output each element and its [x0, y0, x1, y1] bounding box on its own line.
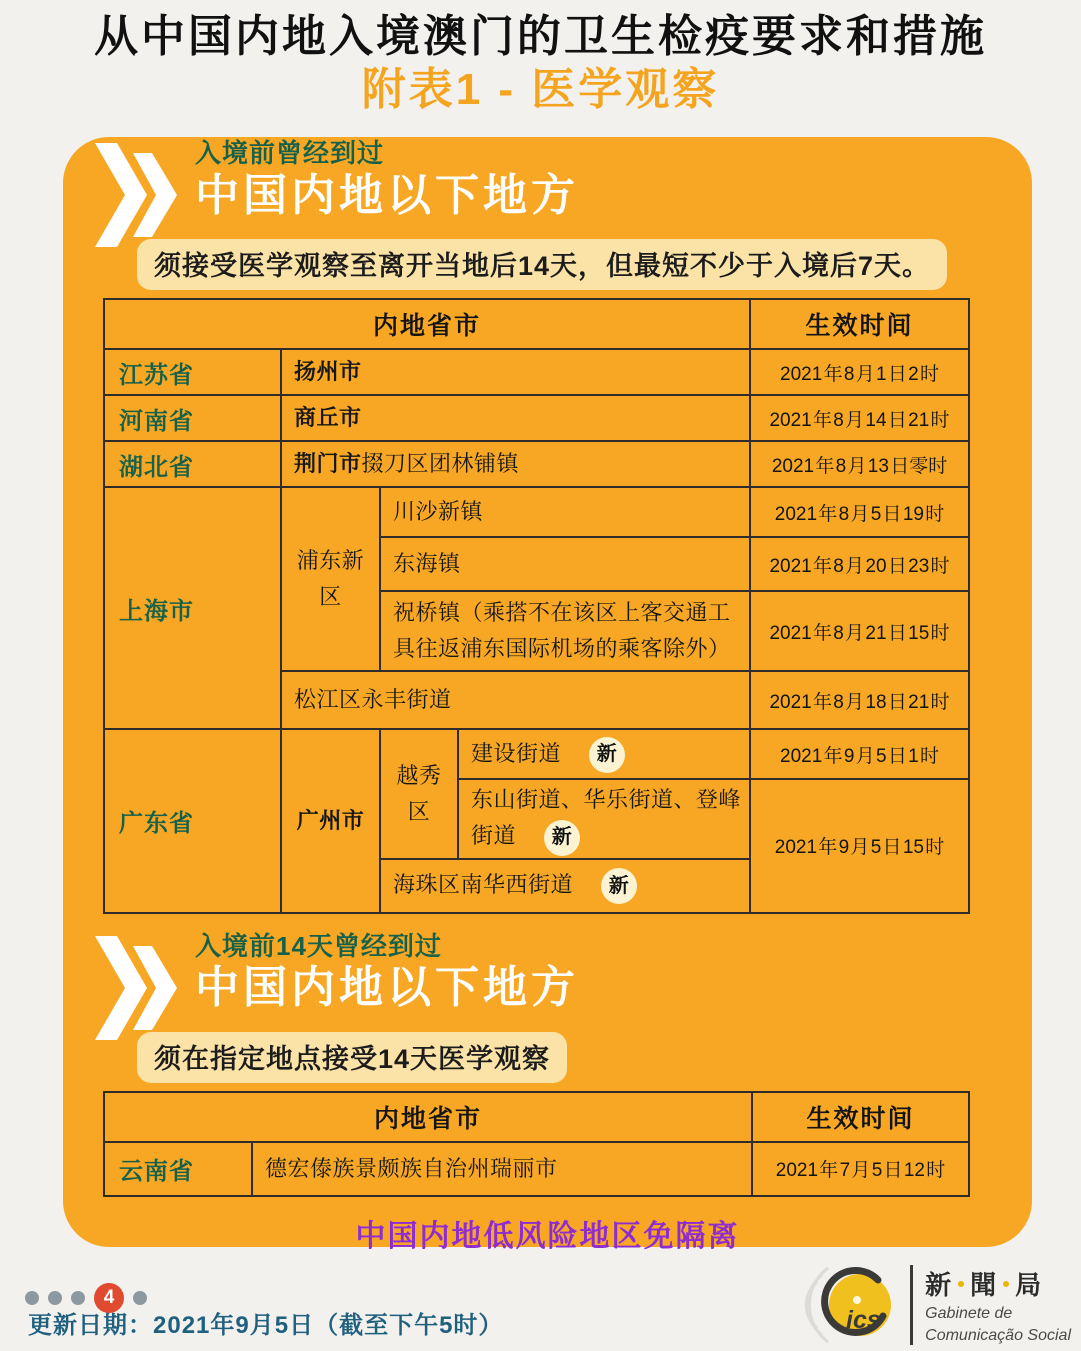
- section1-note: 须接受医学观察至离开当地后14天，但最短不少于入境后7天。: [137, 239, 947, 290]
- province-cell: 广东省: [104, 729, 281, 912]
- section2-header: [95, 930, 1032, 1026]
- medical-observation-table-2: [103, 1091, 970, 1197]
- section2-marker: 入境前14天曾经到过: [195, 930, 442, 961]
- pagination-dot: [133, 1291, 147, 1305]
- time-cell: 2021 年 8 月 18 日 21 时: [750, 671, 969, 729]
- time-cell: 2021 年 8 月 13 日零时: [750, 441, 969, 487]
- province-cell: 上海市: [104, 487, 281, 729]
- district-cell: 浦东新区: [281, 487, 380, 671]
- pagination-dot: [71, 1291, 85, 1305]
- time-cell: 2021 年 8 月 14 日 21 时: [750, 395, 969, 441]
- place-cell: 荆门市掇刀区团林铺镇: [281, 441, 750, 487]
- pagination-dot: [48, 1291, 62, 1305]
- section1-heading: 中国内地以下地方: [195, 170, 579, 220]
- double-chevron-icon: [95, 143, 181, 247]
- place-cell: 东山街道、华乐街道、登峰街道 新: [458, 779, 750, 858]
- province-cell: 湖北省: [104, 441, 281, 487]
- table-row: [104, 1142, 969, 1196]
- table-row: [104, 395, 969, 441]
- col-header-region: 内地省市: [104, 299, 750, 349]
- logo-dot: [1003, 1281, 1009, 1287]
- table-row: [104, 441, 969, 487]
- medical-observation-table-1: [103, 298, 970, 913]
- section2-note: 须在指定地点接受14天医学观察: [137, 1032, 567, 1083]
- new-badge: 新: [544, 820, 580, 856]
- pagination-dot: [25, 1291, 39, 1305]
- section1-marker: 入境前曾经到过: [195, 138, 385, 169]
- svg-text:ics: ics: [846, 1306, 881, 1334]
- place-cell: 川沙新镇: [380, 487, 750, 537]
- time-cell: 2021 年 9 月 5 日 1 时: [750, 729, 969, 779]
- section1-header: [95, 137, 1032, 233]
- double-chevron-icon: [95, 936, 181, 1040]
- time-cell: 2021 年 8 月 5 日 19 时: [750, 487, 969, 537]
- table-row: [104, 349, 969, 395]
- page-subtitle: 附表1 - 医学观察: [361, 64, 720, 114]
- new-badge: 新: [589, 737, 625, 773]
- province-cell: 江苏省: [104, 349, 281, 395]
- time-cell: 2021 年 9 月 5 日 15 时: [750, 779, 969, 912]
- place-cell: 海珠区南华西街道 新: [380, 859, 750, 913]
- province-cell: 云南省: [104, 1142, 252, 1196]
- district-cell: 越秀区: [380, 729, 458, 858]
- section2-heading: 中国内地以下地方: [195, 963, 579, 1013]
- col-header-time: 生效时间: [752, 1092, 969, 1142]
- update-date: 更新日期：2021年9月5日（截至下午5时）: [28, 1312, 504, 1339]
- page-number-badge: 4: [94, 1283, 124, 1313]
- logo-latin-line1: Gabinete de: [925, 1305, 1013, 1323]
- col-header-region: 内地省市: [104, 1092, 752, 1142]
- gcs-emblem-icon: [784, 1260, 906, 1350]
- place-cell: 东海镇: [380, 537, 750, 591]
- main-panel: [63, 137, 1032, 1253]
- logo-cjk-name: 新 聞 局: [925, 1270, 1043, 1301]
- place-cell: 建设街道 新: [458, 729, 750, 779]
- time-cell: 2021 年 7 月 5 日 12 时: [752, 1142, 969, 1196]
- province-cell: 河南省: [104, 395, 281, 441]
- table-header-row: [104, 1092, 969, 1142]
- place-cell: 扬州市: [281, 349, 750, 395]
- time-cell: 2021 年 8 月 20 日 23 时: [750, 537, 969, 591]
- logo-dot: [958, 1281, 964, 1287]
- table-row: [104, 729, 969, 779]
- place-cell: 商丘市: [281, 395, 750, 441]
- table-row: [104, 487, 969, 537]
- col-header-time: 生效时间: [750, 299, 969, 349]
- city-cell: 广州市: [281, 729, 380, 912]
- time-cell: 2021 年 8 月 21 日 15 时: [750, 591, 969, 671]
- place-cell: 松江区永丰街道: [281, 671, 750, 729]
- time-cell: 2021 年 8 月 1 日 2 时: [750, 349, 969, 395]
- page-title: 从中国内地入境澳门的卫生检疫要求和措施: [94, 12, 987, 61]
- place-cell: 祝桥镇（乘搭不在该区上客交通工具往返浦东国际机场的乘客除外）: [380, 591, 750, 671]
- new-badge: 新: [601, 868, 637, 904]
- place-cell: 德宏傣族景颇族自治州瑞丽市: [252, 1142, 752, 1196]
- gcs-logo: [784, 1260, 1071, 1350]
- table-header-row: [104, 299, 969, 349]
- logo-latin-line2: Comunicação Social: [925, 1326, 1071, 1344]
- low-risk-footnote: 中国内地低风险地区免隔离: [355, 1219, 740, 1253]
